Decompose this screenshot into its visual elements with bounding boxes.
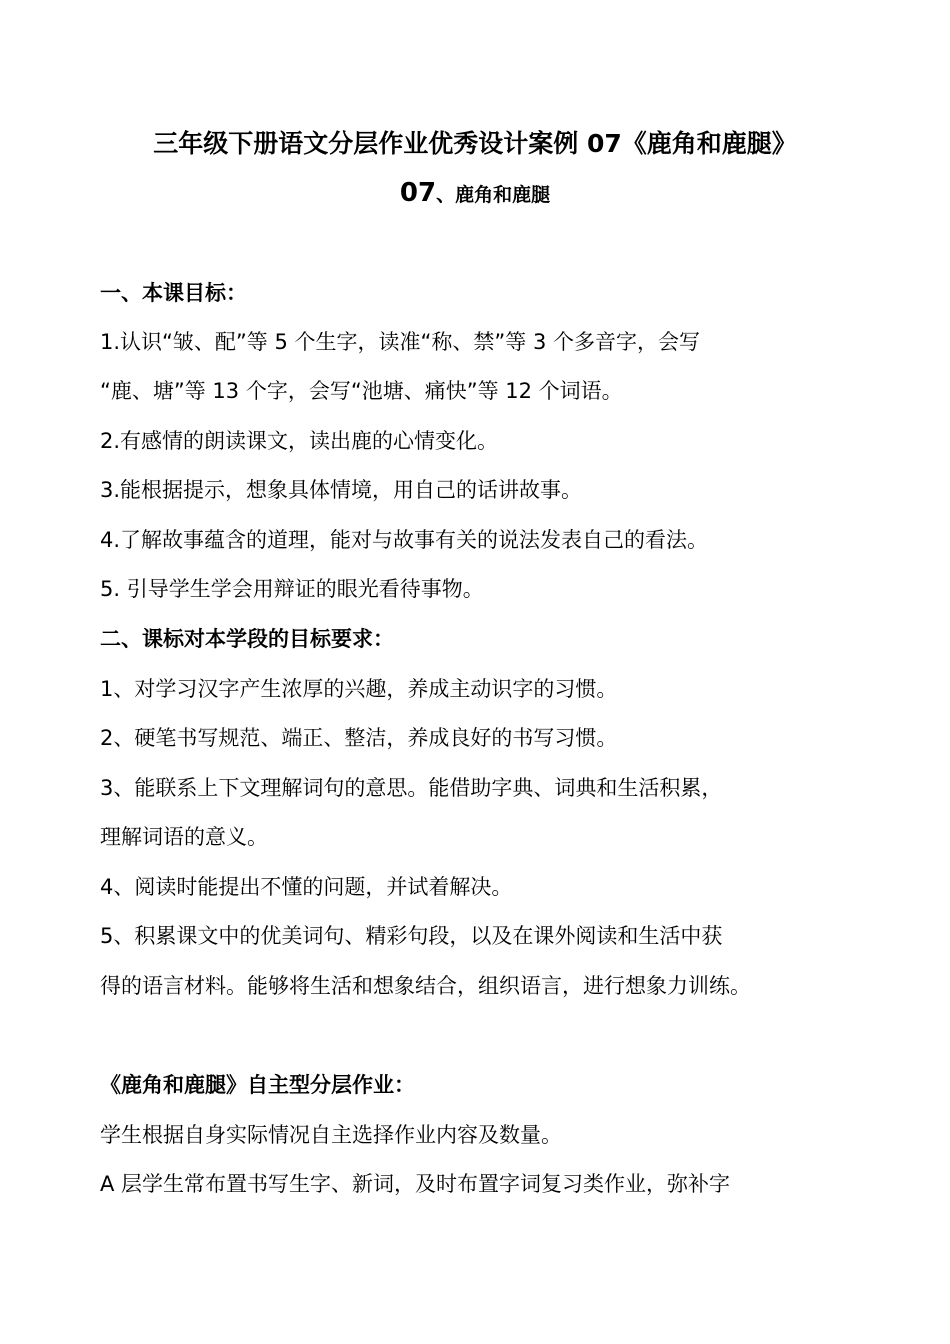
section1-line: 5. 引导学生学会用辩证的眼光看待事物。: [100, 577, 484, 601]
section1-line: 3.能根据提示，想象具体情境，用自己的话讲故事。: [100, 478, 583, 502]
section1-line: “鹿、塘”等 13 个字，会写“池塘、痛快”等 12 个词语。: [100, 379, 623, 403]
section3-heading: 《鹿角和鹿腿》自主型分层作业：: [100, 1073, 415, 1097]
document-title: 三年级下册语文分层作业优秀设计案例 07《鹿角和鹿腿》: [153, 129, 797, 158]
subtitle-number: 07: [399, 178, 437, 208]
section1-line: 2.有感情的朗读课文，读出鹿的心情变化。: [100, 429, 499, 453]
section2-line: 3、能联系上下文理解词句的意思。能借助字典、词典和生活积累，: [100, 776, 723, 800]
section1-heading: 一、本课目标：: [100, 281, 247, 305]
section1-line: 4.了解故事蕴含的道理，能对与故事有关的说法发表自己的看法。: [100, 528, 709, 552]
section2-line: 4、阅读时能提出不懂的问题，并试着解决。: [100, 875, 513, 899]
section2-heading: 二、课标对本学段的目标要求：: [100, 627, 394, 651]
section1-line: 1.认识“皱、配”等 5 个生字，读准“称、禁”等 3 个多音字，会写: [100, 330, 700, 354]
section3-line: 学生根据自身实际情况自主选择作业内容及数量。: [100, 1123, 562, 1147]
section3-line: A 层学生常布置书写生字、新词，及时布置字词复习类作业，弥补字: [100, 1172, 731, 1196]
section2-line: 理解词语的意义。: [100, 825, 268, 849]
document-subtitle: [0, 173, 950, 216]
section2-line: 1、对学习汉字产生浓厚的兴趣，养成主动识字的习惯。: [100, 677, 618, 701]
section2-line: 得的语言材料。能够将生活和想象结合，组织语言，进行想象力训练。: [100, 974, 751, 998]
section2-line: 2、硬笔书写规范、端正、整洁，养成良好的书写习惯。: [100, 726, 618, 750]
subtitle-text: 、鹿角和鹿腿: [436, 184, 551, 206]
section2-line: 5、积累课文中的优美词句、精彩句段，以及在课外阅读和生活中获: [100, 924, 723, 948]
